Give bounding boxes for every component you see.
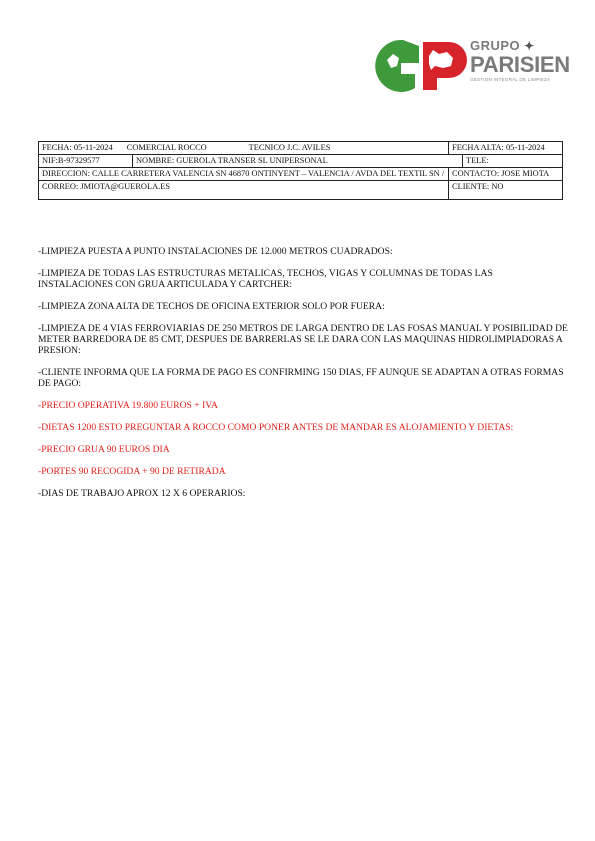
table-row xyxy=(39,181,563,200)
price-item: -DIETAS 1200 ESTO PREGUNTAR A ROCCO COMO PONER ANTES DE MANDAR ES ALOJAMIENTO Y DIETAS: xyxy=(38,422,514,433)
company-logo xyxy=(373,36,570,92)
work-item: -CLIENTE INFORMA QUE LA FORMA DE PAGO ES CONFIRMING 150 DIAS, FF AUNQUE SE ADAPTAN A OTRAS FORMAS DE PAGO: xyxy=(38,367,564,389)
logo-mark-icon xyxy=(373,36,469,92)
client-info-table xyxy=(38,141,563,200)
correo-field: CORREO: JMIOTA@GUEROLA.ES xyxy=(39,181,449,200)
logo-tagline: GESTION INTEGRAL DE LIMPIEZA xyxy=(470,77,551,82)
nombre-field: NOMBRE: GUEROLA TRANSER SL UNIPERSONAL xyxy=(133,155,463,168)
sparkle-icon: ✦ xyxy=(524,39,535,53)
table-row xyxy=(39,142,563,155)
table-row xyxy=(39,155,563,168)
tecnico-field: TECNICO J.C. AVILES xyxy=(248,143,331,152)
price-item: -PORTES 90 RECOGIDA + 90 DE RETIRADA xyxy=(38,466,226,477)
work-item: -DIAS DE TRABAJO APROX 12 X 6 OPERARIOS: xyxy=(38,488,246,499)
logo-grupo-text: GRUPO xyxy=(470,38,521,53)
work-items-list xyxy=(38,246,568,510)
table-row xyxy=(39,168,563,181)
fecha-alta-field: FECHA ALTA: 05-11-2024 xyxy=(449,142,563,155)
work-item: -LIMPIEZA DE TODAS LAS ESTRUCTURAS METALICAS, TECHOS, VIGAS Y COLUMNAS DE TODAS LAS INSTALACIONES CON GRUA ARTICULADA Y CARTCHER: xyxy=(38,268,493,290)
price-item: -PRECIO GRUA 90 EUROS DIA xyxy=(38,444,170,455)
comercial-field: COMERCIAL ROCCO xyxy=(126,143,207,152)
work-item: -LIMPIEZA PUESTA A PUNTO INSTALACIONES DE 12.000 METROS CUADRADOS: xyxy=(38,246,393,257)
logo-name-text: PARISIEN xyxy=(470,52,570,77)
tele-field: TELE: xyxy=(463,155,563,168)
fecha-field: FECHA: 05-11-2024 xyxy=(42,143,113,152)
work-item: -LIMPIEZA ZONA ALTA DE TECHOS DE OFICINA EXTERIOR SOLO POR FUERA: xyxy=(38,301,385,312)
work-item: -LIMPIEZA DE 4 VIAS FERROVIARIAS DE 250 METROS DE LARGA DENTRO DE LAS FOSAS MANUAL Y POSIBILIDAD DE METER BARREDORA DE 85 CMT, DESPUES DE BARRERLAS SE LE DARA CON LAS MAQUINAS HIDROLIMPIADORAS A PRESION: xyxy=(38,323,568,356)
price-item: -PRECIO OPERATIVA 19.800 EUROS + IVA xyxy=(38,400,218,411)
direccion-field: DIRECCION: CALLE CARRETERA VALENCIA SN 46870 ONTINYENT – VALENCIA / AVDA DEL TEXTIL SN / xyxy=(39,168,449,181)
cliente-field: CLIENTE: NO xyxy=(449,181,563,200)
nif-field: NIF:B-97329577 xyxy=(39,155,133,168)
header-cell xyxy=(39,142,449,155)
contacto-field: CONTACTO: JOSE MIOTA xyxy=(449,168,563,181)
